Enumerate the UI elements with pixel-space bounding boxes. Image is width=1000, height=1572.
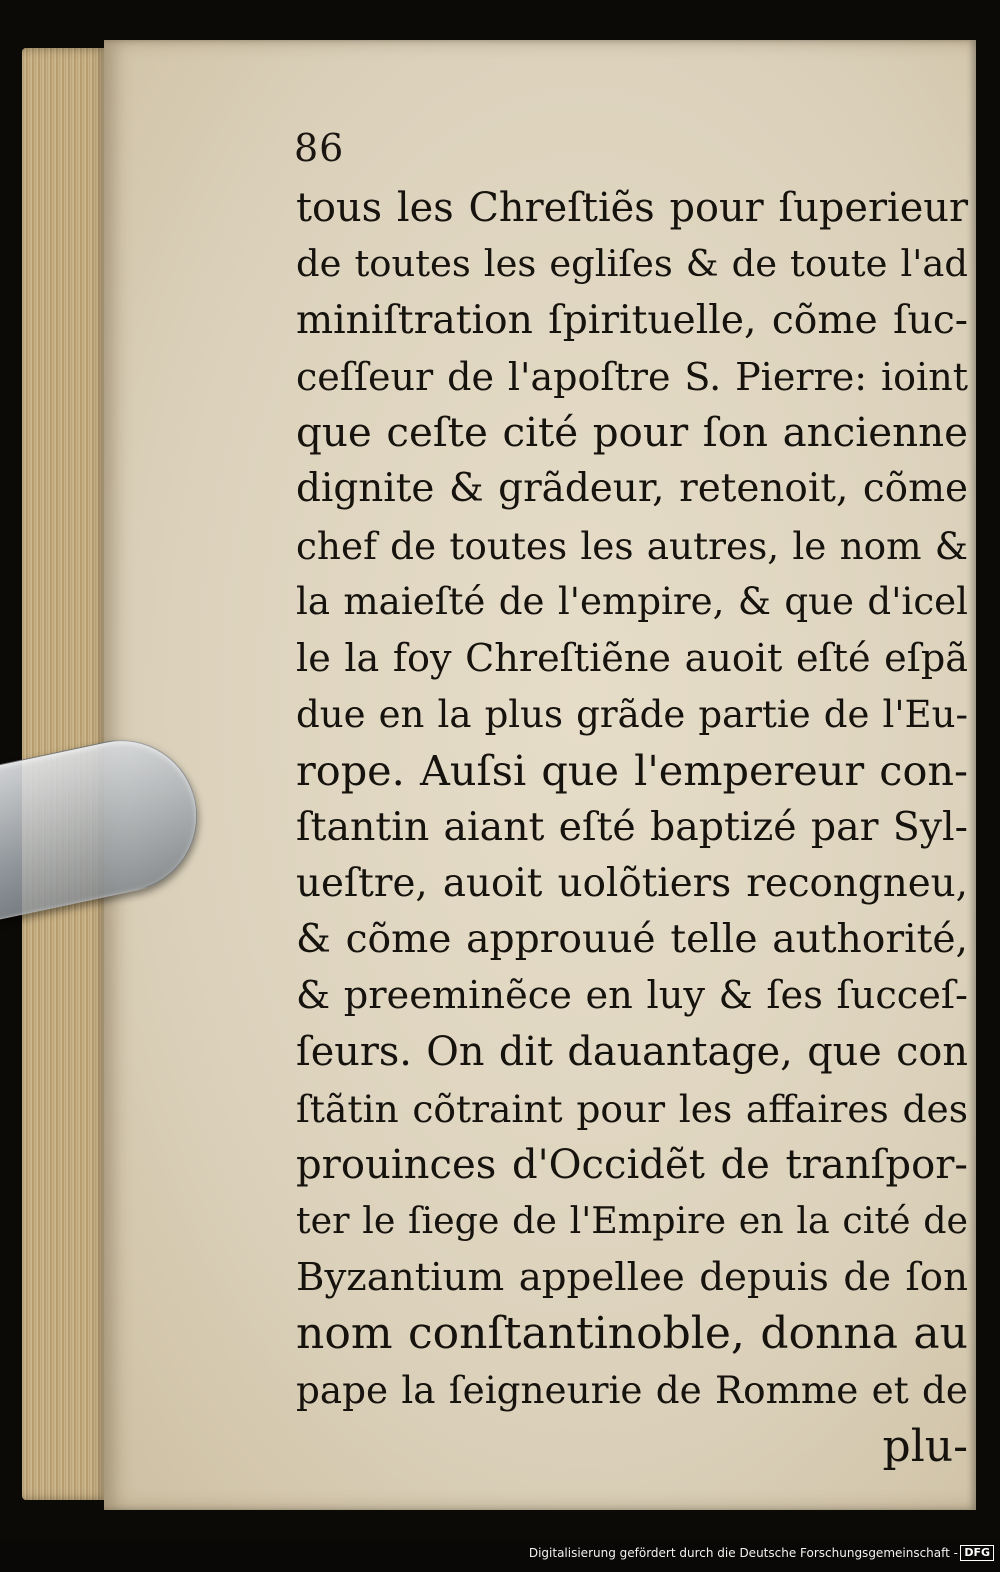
text-line: ſtãtin cõtraint pour les affaires des: [296, 1086, 968, 1131]
text-line: rope. Auſsi que l'empereur con-: [296, 746, 968, 795]
text-line: & cõme approuué telle authorité,: [296, 916, 968, 962]
text-line: pape la ſeigneurie de Romme et de: [296, 1368, 968, 1413]
text-line: & preeminẽce en luy & ſes ſucceſ-: [296, 973, 968, 1019]
text-line: ter le ſiege de l'Empire en la cité de: [296, 1199, 968, 1243]
text-line: nom conſtantinoble, donna au: [296, 1307, 968, 1359]
catchword: plu-: [882, 1420, 968, 1472]
page-number: 86: [294, 126, 345, 170]
text-line: de toutes les egliſes & de toute l'ad: [296, 242, 968, 286]
text-line: ſtantin aiant eſté baptizé par Syl-: [296, 804, 968, 851]
text-line: ceſſeur de l'apoſtre S. Pierre: ioint: [296, 354, 968, 399]
text-line: miniſtration ſpirituelle, cõme ſuc-: [296, 297, 968, 343]
text-line: prouinces d'Occidẽt de tranſpor-: [296, 1142, 968, 1189]
text-line: que ceſte cité pour ſon ancienne: [296, 409, 968, 457]
text-line: chef de toutes les autres, le nom &: [296, 523, 968, 568]
text-line: dignite & grãdeur, retenoit, cõme: [296, 466, 968, 512]
text-line: Byzantium appellee depuis de ſon: [296, 1254, 968, 1300]
text-line: due en la plus grãde partie de l'Eu-: [296, 692, 968, 736]
text-line: le la foy Chreſtiẽne auoit eſté eſpã: [296, 636, 968, 681]
text-line: ſeurs. On dit dauantage, que con: [296, 1029, 968, 1076]
funding-credit: Digitalisierung gefördert durch die Deutsche Forschungsgemeinschaft -: [528, 1546, 958, 1560]
text-line: la maieſté de l'empire, & que d'icel: [296, 580, 968, 624]
text-line: ueſtre, auoit uolõtiers recongneu,: [296, 860, 968, 906]
body-text: [296, 180, 968, 1475]
text-line: tous les Chreſtiẽs pour ſuperieur: [296, 185, 968, 231]
dfg-logo: DFG: [960, 1545, 994, 1561]
